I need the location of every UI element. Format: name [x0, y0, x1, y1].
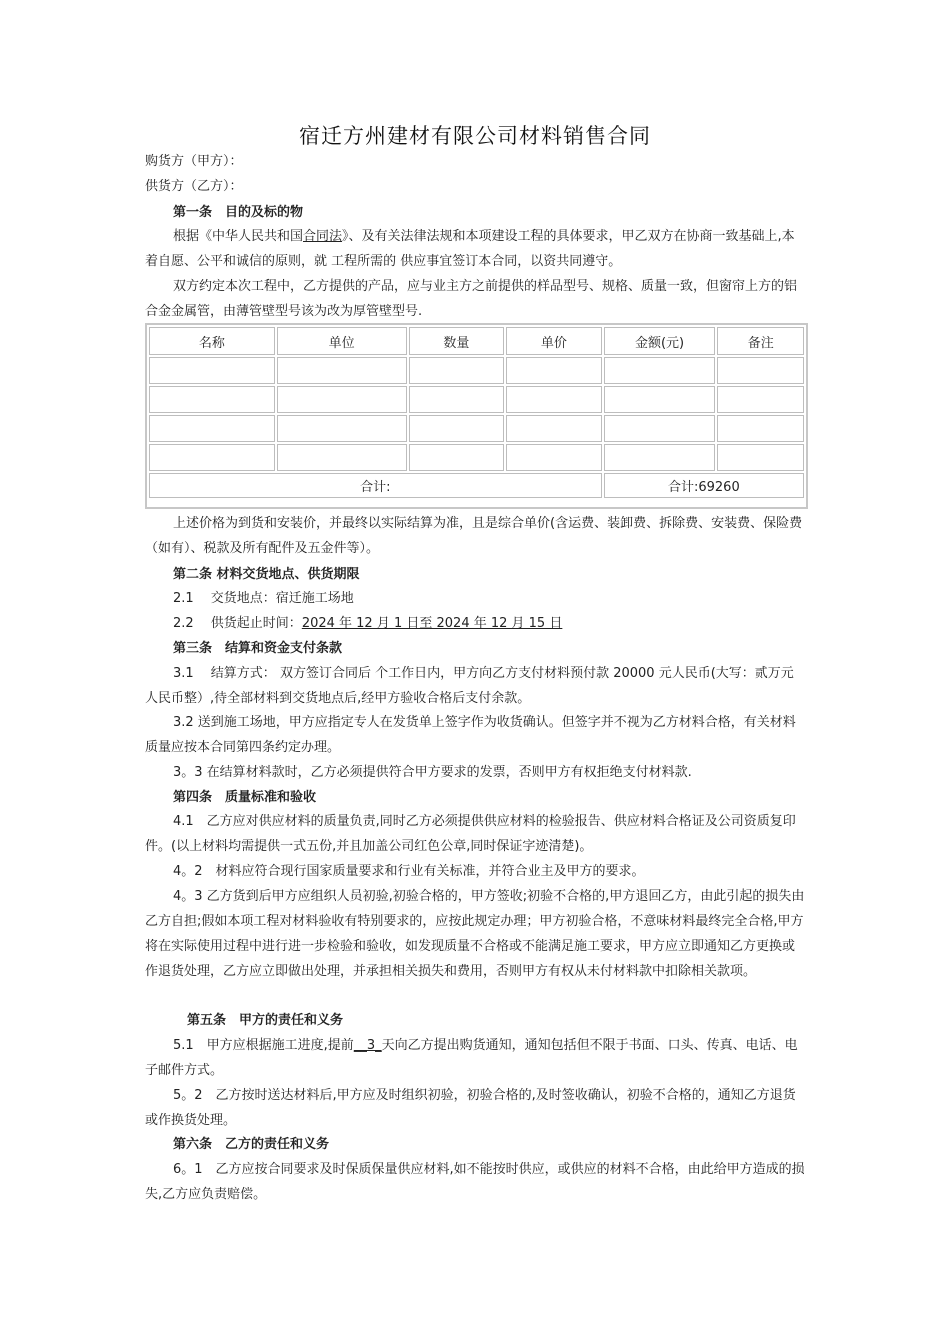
- header-cell-remarks: 备注: [717, 327, 804, 355]
- article-1-paragraph-2: 双方约定本次工程中，乙方提供的产品，应与业主方之前提供的样品型号、规格、质量一致，但窗帘上方的铝合金金属管，由薄管壁型号该为改为厚管壁型号.: [145, 279, 798, 319]
- article-5-heading: 第五条 甲方的责任和义务: [187, 1013, 344, 1028]
- table-row: [149, 357, 804, 384]
- table-row: [149, 415, 804, 442]
- table-cell: [506, 357, 602, 384]
- article-4-heading: 第四条 质量标准和验收: [173, 790, 317, 805]
- table-cell: [717, 386, 804, 413]
- article-3-paragraph-2: 3.2 送到施工场地，甲方应指定专人在发货单上签字作为收货确认。但签字并不视为乙方材料合格，有关材料质量应按本合同第四条约定办理。: [145, 715, 796, 755]
- table-cell: [604, 386, 716, 413]
- header-cell-amount: 金额(元): [604, 327, 716, 355]
- article-6-paragraph-1: 6。1 乙方应按合同要求及时保质保量供应材料,如不能按时供应，或供应的材料不合格，由此给甲方造成的损失,乙方应负责赔偿。: [145, 1162, 805, 1202]
- page-title: 宿迁方州建材有限公司材料销售合同: [299, 124, 651, 148]
- table-cell: [149, 415, 275, 442]
- contract-law-link[interactable]: 合同法: [303, 229, 343, 244]
- header-cell-name: 名称: [149, 327, 275, 355]
- article-5-paragraph-2: 5。2 乙方按时送达材料后,甲方应及时组织初验，初验合格的,及时签收确认，初验不合格的，通知乙方退货或作换货处理。: [145, 1088, 796, 1128]
- supply-period-value: 2024 年 12 月 1 日至 2024 年 12 月 15 日: [301, 616, 563, 631]
- table-row: [149, 444, 804, 471]
- article-3-paragraph-1: 3.1 结算方式： 双方签订合同后 个工作日内，甲方向乙方支付材料预付款 20000 元人民币(大写：贰万元人民币整）,待全部材料到交货地点后,经甲方验收合格后支付余款。: [145, 666, 794, 706]
- article-1-heading: 第一条 目的及标的物: [173, 205, 304, 220]
- price-table: [145, 323, 808, 509]
- table-cell: [409, 357, 505, 384]
- table-cell: [717, 444, 804, 471]
- table-cell: [409, 415, 505, 442]
- total-label-cell: 合计:: [149, 473, 602, 498]
- table-cell: [604, 415, 716, 442]
- table-cell: [717, 415, 804, 442]
- price-note-paragraph: 上述价格为到货和安装价，并最终以实际结算为准，且是综合单价(含运费、装卸费、拆除费、安装费、保险费（如有）、税款及所有配件及五金件等）。: [145, 516, 803, 556]
- delivery-location-line: 2.1 交货地点：宿迁施工场地: [173, 591, 354, 606]
- text-segment: 》、及有关法律法规和本项建设工程的具体要求，甲乙双方在协商一致基础上,本着自愿、公平和诚信的原则，就 工程所需的 供应事宜签订本合同，以资共同遵守。: [145, 229, 795, 269]
- table-row: [149, 386, 804, 413]
- article-5-paragraph-1: [145, 1033, 805, 1083]
- article-4-paragraph-1: 4.1 乙方应对供应材料的质量负责,同时乙方必须提供供应材料的检验报告、供应材料合格证及公司资质复印件。(以上材料均需提供一式五份,并且加盖公司红色公章,同时保证字迹清楚)。: [145, 814, 796, 854]
- article-3-paragraph-3: 3。3 在结算材料款时，乙方必须提供符合甲方要求的发票，否则甲方有权拒绝支付材料款.: [173, 765, 692, 780]
- header-cell-unit-price: 单价: [506, 327, 602, 355]
- table-cell: [149, 357, 275, 384]
- table-cell: [277, 357, 407, 384]
- total-value-cell: 合计:69260: [604, 473, 804, 498]
- table-cell: [506, 386, 602, 413]
- text-segment: 2.2 供货起止时间：: [173, 616, 302, 631]
- table-cell: [277, 386, 407, 413]
- table-cell: [506, 415, 602, 442]
- table-cell: [277, 415, 407, 442]
- article-3-heading: 第三条 结算和资金支付条款: [173, 641, 343, 656]
- table-total-row: [149, 473, 804, 498]
- header-cell-unit: 单位: [277, 327, 407, 355]
- table-cell: [149, 386, 275, 413]
- table-cell: [149, 444, 275, 471]
- table-cell: [604, 444, 716, 471]
- table-cell: [409, 386, 505, 413]
- article-2-heading: 第二条 材料交货地点、供货期限: [173, 567, 360, 582]
- table-cell: [604, 357, 716, 384]
- supply-period-line: [145, 611, 805, 636]
- article-4-paragraph-3: 4。3 乙方货到后甲方应组织人员初验,初验合格的，甲方签收;初验不合格的,甲方退回乙方，由此引起的损失由乙方自担;假如本项工程对材料验收有特别要求的，应按此规定办理；甲方初验合格，不意味材料最终完全合格,甲方将在实际使用过程中进行进一步检验和验收，如发现质量不合格或不能满足施工要求，甲方应立即通知乙方更换或作退货处理，乙方应立即做出处理，并承担相关损失和费用，否则甲方有权从未付材料款中扣除相关款项。: [145, 889, 805, 979]
- article-4-paragraph-2: 4。2 材料应符合现行国家质量要求和行业有关标准，并符合业主及甲方的要求。: [173, 864, 645, 879]
- table-header-row: [149, 327, 804, 355]
- text-segment: 天向乙方提出购货通知，通知包括但不限于书面、口头、传真、电话、电子邮件方式。: [145, 1038, 798, 1078]
- article-6-heading: 第六条 乙方的责任和义务: [173, 1137, 330, 1152]
- buyer-line: 购货方（甲方）：: [145, 154, 243, 169]
- advance-days-value: __3_: [353, 1038, 382, 1053]
- seller-line: 供货方（乙方）：: [145, 179, 243, 194]
- table-cell: [277, 444, 407, 471]
- table-cell: [409, 444, 505, 471]
- table-cell: [506, 444, 602, 471]
- text-segment: 5.1 甲方应根据施工进度,提前: [173, 1038, 354, 1053]
- text-segment: 根据《中华人民共和国: [173, 229, 304, 244]
- article-1-paragraph-1: [145, 224, 805, 274]
- table-cell: [717, 357, 804, 384]
- header-cell-quantity: 数量: [409, 327, 505, 355]
